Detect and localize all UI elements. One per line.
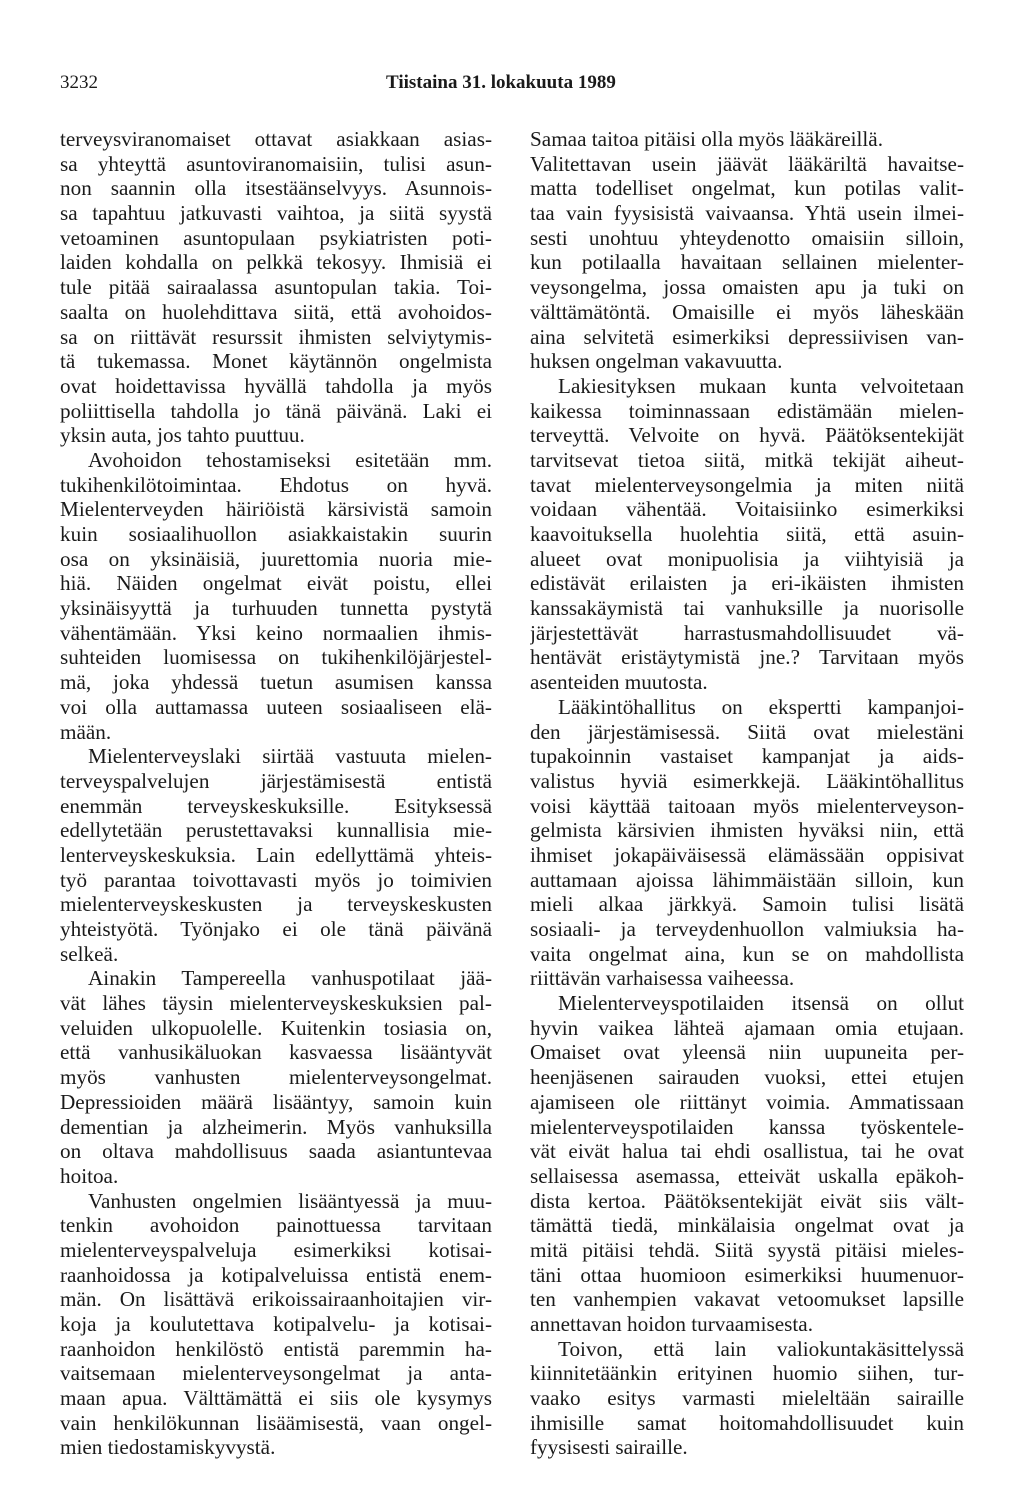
- text-line: mitä pitäisi tehdä. Siitä syystä pitäisi mieles-: [530, 1237, 964, 1262]
- text-line: sa on riittävät resurssit ihmisten selviytymis-: [60, 324, 492, 349]
- text-line: mä, joka yhdessä tuetun asumisen kanssa: [60, 670, 492, 695]
- text-line: vähentämään. Yksi keino normaalien ihmis-: [60, 620, 492, 645]
- text-line: den järjestämisessä. Siitä ovat mielestäni: [530, 719, 964, 744]
- text-line: vetoaminen asuntopulaan psykiatristen poti-: [60, 225, 492, 250]
- text-line: että vanhusikäluokan kasvaessa lisääntyvät: [60, 1040, 492, 1065]
- text-line: hoitoa.: [60, 1163, 119, 1188]
- text-line: terveyttä. Velvoite on hyvä. Päätöksentekijät: [530, 423, 964, 448]
- text-line: enemmän terveyskeskuksille. Esityksessä: [60, 793, 492, 818]
- text-line: Depressioiden määrä lisääntyy, samoin kuin: [60, 1089, 492, 1114]
- text-line: raanhoidon henkilöstö entistä paremmin ha-: [60, 1336, 492, 1361]
- text-line: sa yhteyttä asuntoviranomaisiin, tulisi asun-: [60, 151, 492, 176]
- text-line: kuin sosiaalihuollon asiakkaistakin suurin: [60, 522, 492, 546]
- page-date: Tiistaina 31. lokakuuta 1989: [386, 72, 616, 93]
- text-line: yhteistyötä. Työnjako ei ole tänä päivänä: [60, 917, 492, 941]
- text-line: laiden kohdalla on pelkkä tekosyy. Ihmisiä ei: [60, 250, 492, 275]
- text-line: Lakiesityksen mukaan kunta velvoitetaan: [558, 373, 964, 398]
- text-line: yksinäisyyttä ja turhuuden tunnetta pystytä: [60, 596, 492, 621]
- text-line: ten vanhempien vakavat vetoomukset lapsille: [530, 1287, 964, 1312]
- text-line: vät lähes täysin mielenterveyskeskuksien pal-: [60, 991, 492, 1016]
- left-column: [60, 127, 492, 1460]
- text-line: sesti unohtuu yhteydenotto omaisiin silloin,: [530, 225, 964, 250]
- text-line: ajamiseen ole riittänyt voimia. Ammatissaan: [530, 1089, 964, 1114]
- text-line: hentävät eristäytymistä jne.? Tarvitaan myös: [530, 645, 964, 670]
- text-line: valistus hyviä esimerkkejä. Lääkintöhallitus: [530, 768, 964, 793]
- text-line: raanhoidossa ja kotipalveluissa entistä enem-: [60, 1262, 492, 1287]
- text-line: fyysisesti sairaille.: [530, 1435, 688, 1460]
- text-line: Mielenterveyden häiriöistä kärsivistä samoin: [60, 497, 492, 522]
- text-line: män. On lisättävä erikoissairaanhoitajien vir-: [60, 1287, 492, 1312]
- text-line: saalta on huolehdittava siitä, että avohoidos-: [60, 299, 492, 324]
- text-line: kanssakäymistä tai vanhuksille ja nuorisolle: [530, 596, 964, 621]
- text-line: hiä. Näiden ongelmat eivät poistu, ellei: [60, 571, 492, 596]
- text-line: ihmiset jokapäiväisessä elämässään oppisivat: [530, 842, 964, 867]
- text-line: koja ja koulutettava kotipalvelu- ja kotisai-: [60, 1312, 492, 1336]
- text-line: aina selvitetä esimerkiksi depressiivisen van-: [530, 324, 964, 349]
- text-line: voisi käyttää taitoaan myös mielenterveyson-: [530, 793, 964, 818]
- text-line: heenjäsenen sairauden vuoksi, ettei etujen: [530, 1065, 964, 1090]
- text-line: selkeä.: [60, 941, 119, 966]
- text-line: Ainakin Tampereella vanhuspotilaat jää-: [88, 966, 492, 991]
- text-line: asenteiden muutosta.: [530, 670, 708, 695]
- text-line: taa vain fyysisistä vaivaansa. Yhtä usein ilmei-: [530, 201, 964, 226]
- text-line: edellytetään perustettavaksi kunnallisia mie-: [60, 818, 492, 843]
- page-header: [0, 72, 1024, 102]
- text-line: mielenterveyskeskusten ja terveyskeskusten: [60, 892, 492, 917]
- text-line: kiinnitetäänkin erityinen huomio siihen, tur-: [530, 1361, 964, 1386]
- text-line: huksen ongelman vakavuutta.: [530, 349, 783, 374]
- text-line: vain henkilökunnan lisäämisestä, vaan ongel-: [60, 1410, 492, 1435]
- text-line: Lääkintöhallitus on ekspertti kampanjoi-: [558, 694, 964, 719]
- text-line: täni ottaa huomioon esimerkiksi huumenuor-: [530, 1262, 964, 1287]
- text-line: alueet ovat monipuolisia ja viihtyisiä ja: [530, 546, 964, 571]
- text-line: vaako esitys varmasti mieleltään sairaille: [530, 1386, 964, 1411]
- text-line: tä tukemassa. Monet käytännön ongelmista: [60, 349, 492, 374]
- text-line: Samaa taitoa pitäisi olla myös lääkäreillä.: [530, 127, 884, 151]
- text-line: maan apua. Välttämättä ei siis ole kysymys: [60, 1386, 492, 1411]
- text-line: terveysviranomaiset ottavat asiakkaan asias-: [60, 127, 492, 151]
- text-line: lenterveyskeskuksia. Lain edellyttämä yhteis-: [60, 842, 492, 867]
- text-line: vaita ongelmat aina, kun se on mahdollista: [530, 941, 964, 966]
- text-line: voidaan vähentää. Voitaisiinko esimerkiksi: [530, 497, 964, 522]
- text-line: non saannin olla itsestäänselvyys. Asunnois-: [60, 176, 492, 201]
- text-line: edistävät erilaisten ja eri-ikäisten ihmisten: [530, 571, 964, 596]
- text-line: mään.: [60, 719, 112, 744]
- text-line: veysongelma, jossa omaisten apu ja tuki on: [530, 275, 964, 300]
- text-line: Avohoidon tehostamiseksi esitetään mm.: [88, 447, 492, 472]
- text-line: terveyspalvelujen järjestämisestä entistä: [60, 768, 492, 793]
- text-line: matta todelliset ongelmat, kun potilas valit-: [530, 176, 964, 201]
- text-line: Vanhusten ongelmien lisääntyessä ja muu-: [88, 1188, 492, 1213]
- text-line: tupakoinnin vastaiset kampanjat ja aids-: [530, 744, 964, 769]
- text-line: poliittisella tahdolla jo tänä päivänä. Laki ei: [60, 398, 492, 423]
- text-line: järjestettävät harrastusmahdollisuudet vä-: [530, 620, 964, 645]
- text-line: auttamaan ajoissa lähimmäistään silloin, kun: [530, 867, 964, 892]
- text-line: tämättä tiedä, minkälaisia ongelmat ovat ja: [530, 1213, 964, 1238]
- text-line: ihmisille samat hoitomahdollisuudet kuin: [530, 1410, 964, 1435]
- text-line: Valitettavan usein jäävät lääkäriltä havaitse-: [530, 151, 964, 176]
- text-line: Mielenterveyslaki siirtää vastuuta mielen-: [88, 744, 492, 769]
- text-line: gelmista kärsivien ihmisten hyväksi niin, että: [530, 818, 964, 843]
- text-line: sa tapahtuu jatkuvasti vaihtoa, ja siitä syystä: [60, 201, 492, 226]
- text-line: mielenterveyspalveluja esimerkiksi kotisai-: [60, 1237, 492, 1262]
- text-line: tarvitsevat tietoa siitä, mitkä tekijät aiheut-: [530, 447, 964, 472]
- page-number: 3232: [60, 72, 98, 93]
- text-line: annettavan hoidon turvaamisesta.: [530, 1312, 814, 1336]
- text-line: myös vanhusten mielenterveysongelmat.: [60, 1065, 492, 1090]
- text-line: ovat hoidettavissa hyvällä tahdolla ja myös: [60, 373, 492, 398]
- text-line: dista kertoa. Päätöksentekijät eivät siis vält-: [530, 1188, 964, 1213]
- text-line: välttämätöntä. Omaisille ei myös läheskään: [530, 299, 964, 324]
- text-line: suhteiden luomisessa on tukihenkilöjärjestel-: [60, 645, 492, 670]
- text-line: veluiden ulkopuolelle. Kuitenkin tosiasia on,: [60, 1015, 492, 1040]
- text-line: mien tiedostamiskyvystä.: [60, 1435, 276, 1460]
- text-line: tukihenkilötoimintaa. Ehdotus on hyvä.: [60, 472, 492, 497]
- text-line: yksin auta, jos tahto puuttuu.: [60, 423, 305, 448]
- text-line: Mielenterveyspotilaiden itsensä on ollut: [558, 991, 964, 1016]
- text-line: sellaisessa asemassa, etteivät uskalla epäkoh-: [530, 1163, 964, 1188]
- text-line: Toivon, että lain valiokuntakäsittelyssä: [558, 1336, 964, 1361]
- right-column: [530, 127, 964, 1460]
- text-line: tenkin avohoidon painottuessa tarvitaan: [60, 1213, 492, 1238]
- text-line: vät eivät halua tai ehdi osallistua, tai he ovat: [530, 1139, 964, 1164]
- text-line: kaikessa toiminnassaan edistämään mielen-: [530, 398, 964, 423]
- text-line: mielenterveyspotilaiden kanssa työskentele-: [530, 1114, 964, 1139]
- text-line: Omaiset ovat yleensä niin uupuneita per-: [530, 1040, 964, 1065]
- text-line: riittävän varhaisessa vaiheessa.: [530, 966, 795, 991]
- text-line: kaavoituksella huolehtia siitä, että asuin-: [530, 522, 964, 546]
- text-line: tavat mielenterveysongelmia ja miten niitä: [530, 472, 964, 497]
- text-line: sosiaali- ja terveydenhuollon valmiuksia ha-: [530, 917, 964, 941]
- text-line: kun potilaalla havaitaan sellainen mielenter-: [530, 250, 964, 275]
- text-line: tule pitää sairaalassa asuntopulan takia. Toi-: [60, 275, 492, 300]
- text-line: dementian ja alzheimerin. Myös vanhuksilla: [60, 1114, 492, 1139]
- text-line: työ parantaa toivottavasti myös jo toimivien: [60, 867, 492, 892]
- text-line: osa on yksinäisiä, juurettomia nuoria mie-: [60, 546, 492, 571]
- text-line: mieli alkaa järkkyä. Samoin tulisi lisätä: [530, 892, 964, 917]
- text-line: hyvin vaikea lähteä ajamaan omia etujaan.: [530, 1015, 964, 1040]
- text-line: voi olla auttamassa uuteen sosiaaliseen elä-: [60, 694, 492, 719]
- text-line: on oltava mahdollisuus saada asiantuntevaa: [60, 1139, 492, 1164]
- text-line: vaitsemaan mielenterveysongelmat ja anta-: [60, 1361, 492, 1386]
